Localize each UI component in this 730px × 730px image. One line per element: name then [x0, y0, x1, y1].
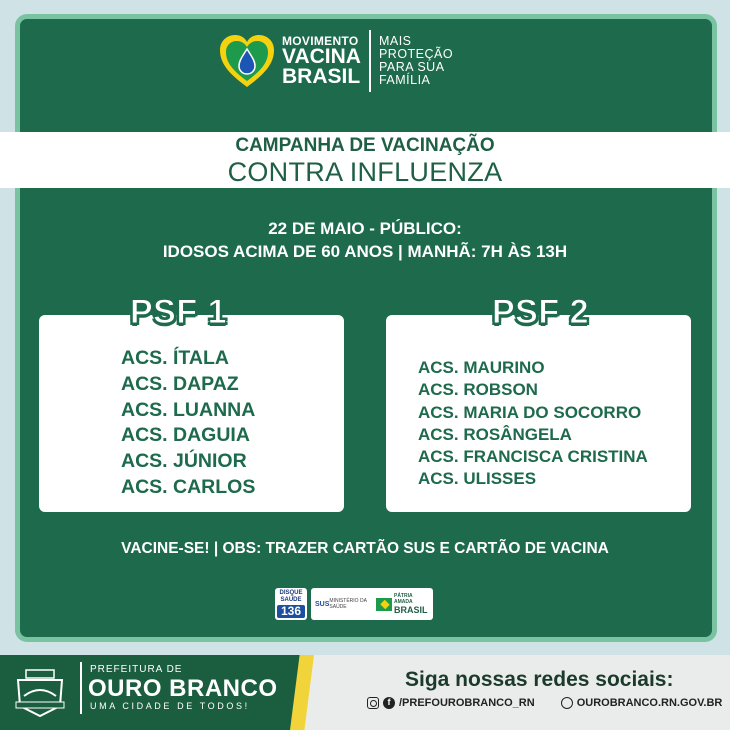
- slogan-line3: PARA SUA: [378, 60, 445, 74]
- slogan-line1: MAIS: [378, 33, 412, 48]
- prefeitura-label: PREFEITURA DE: [90, 664, 183, 675]
- list-item: ACS. LUANNA: [121, 398, 256, 421]
- list-item: ACS. MAURINO: [418, 358, 545, 377]
- movement-line3: BRASIL: [282, 64, 361, 88]
- list-item: ACS. DAGUIA: [121, 424, 250, 447]
- list-item: ACS. CARLOS: [121, 475, 256, 498]
- list-item: ACS. DAPAZ: [121, 372, 239, 395]
- social-links: [367, 697, 722, 709]
- psf2-agent-list: [418, 357, 648, 491]
- city-tagline: UMA CIDADE DE TODOS!: [90, 701, 250, 711]
- facebook-icon[interactable]: f: [383, 697, 395, 709]
- list-item: ACS. ÍTALA: [121, 347, 229, 369]
- slogan: [379, 35, 453, 88]
- list-item: ACS. ROSÂNGELA: [418, 424, 572, 444]
- saude-label: SAÚDE: [280, 597, 302, 603]
- campaign-subtitle: CONTRA INFLUENZA: [227, 157, 503, 187]
- sus-logo: SUS: [315, 600, 330, 608]
- website-link[interactable]: OUROBRANCO.RN.GOV.BR: [576, 697, 723, 709]
- movement-wordmark: [282, 36, 361, 86]
- list-item: ACS. ROBSON: [418, 380, 538, 400]
- slogan-line2: PROTEÇÃO: [378, 46, 454, 61]
- list-item: ACS. FRANCISCA CRISTINA: [418, 447, 648, 467]
- psf2-heading: PSF 2: [492, 293, 589, 331]
- city-name: OURO BRANCO: [88, 675, 278, 702]
- list-item: ACS. MARIA DO SOCORRO: [418, 402, 642, 422]
- brasil-label: BRASIL: [393, 605, 428, 615]
- schedule-line1: 22 DE MAIO - PÚBLICO:: [268, 219, 462, 238]
- footer-divider: [80, 662, 82, 714]
- logo-divider: [369, 30, 371, 92]
- campaign-title: CAMPANHA DE VACINAÇÃO: [235, 135, 495, 156]
- flag-icon: [376, 598, 392, 611]
- follow-social-heading: Siga nossas redes sociais:: [405, 668, 674, 691]
- brasil-logo: [376, 593, 430, 615]
- disque-number: 136: [277, 605, 305, 618]
- globe-icon: [561, 697, 573, 709]
- observation-note: VACINE-SE! | OBS: TRAZER CARTÃO SUS E CARTÃO DE VACINA: [121, 540, 609, 557]
- government-badge: [311, 588, 433, 620]
- social-handle[interactable]: /PREFOUROBRANCO_RN: [399, 697, 535, 709]
- slogan-line4: FAMÍLIA: [378, 73, 431, 88]
- list-item: ACS. ULISSES: [418, 469, 537, 489]
- schedule-line2: IDOSOS ACIMA DE 60 ANOS | MANHÃ: 7H ÀS 13H: [162, 242, 568, 261]
- heart-drop-icon: [218, 33, 276, 89]
- movement-line1: MOVIMENTO: [282, 34, 359, 49]
- psf1-heading: PSF 1: [130, 293, 227, 331]
- partner-badges: [275, 588, 433, 620]
- vacina-brasil-logo: [218, 30, 453, 92]
- ministry-label: MINISTÉRIO DA SAÚDE: [329, 598, 367, 610]
- patria-label: PÁTRIA AMADA: [393, 593, 413, 605]
- disque-label: DISQUE: [279, 590, 303, 596]
- list-item: ACS. JÚNIOR: [121, 450, 247, 473]
- disque-saude-badge: [275, 588, 307, 620]
- instagram-icon[interactable]: [367, 697, 379, 709]
- movement-line2: VACINA: [282, 45, 361, 69]
- city-crest-icon: [10, 662, 70, 722]
- psf1-agent-list: [121, 346, 255, 501]
